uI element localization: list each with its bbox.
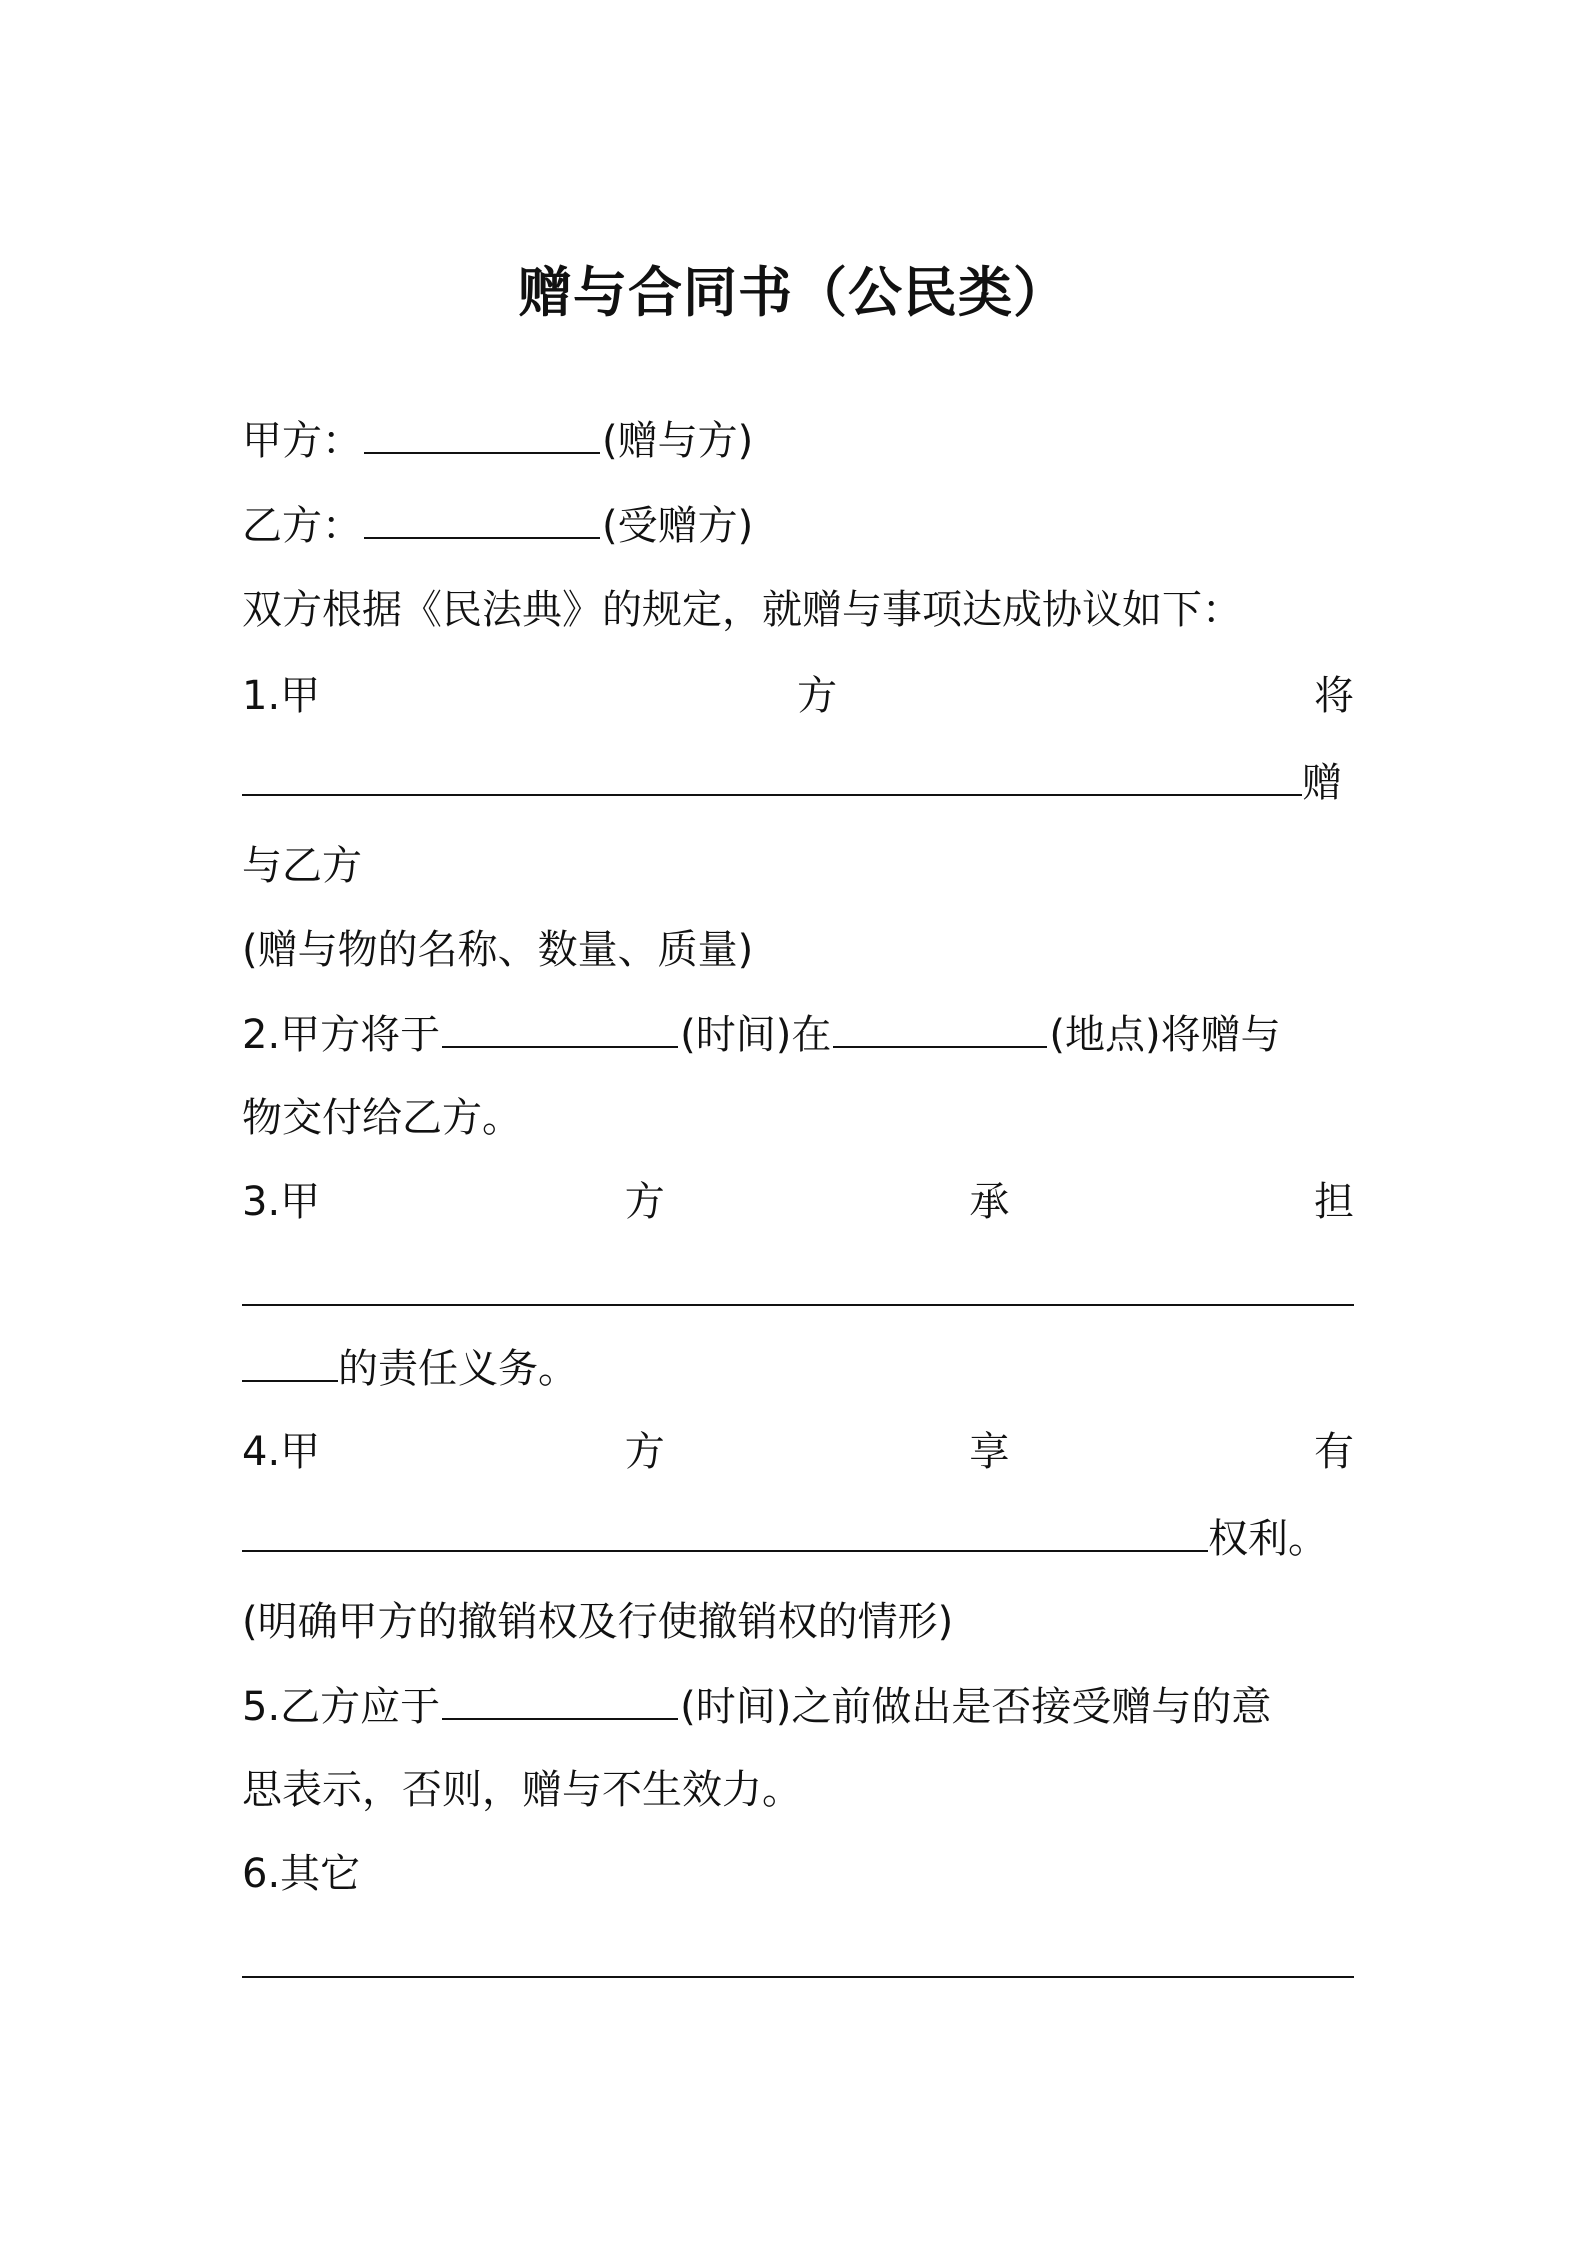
clause-3-short-blank (242, 1340, 338, 1382)
party-b-role: (受赠方) (602, 503, 754, 549)
clause-5-cont: 思表示，否则，赠与不生效力。 (242, 1767, 802, 1813)
clause-5-rest: (时间)之前做出是否接受赠与的意 (680, 1684, 1272, 1730)
clause-6-blank (242, 1976, 1354, 1978)
clause-2-prefix: 2.甲方将于 (242, 1012, 441, 1058)
clause-6-label: 6.其它 (242, 1851, 361, 1897)
clause-1-note: (赠与物的名称、数量、质量) (242, 927, 754, 973)
clause-1-cont: 与乙方 (242, 843, 362, 889)
clause-2-line (242, 1006, 1354, 1063)
clause-2-time: (时间)在 (680, 1012, 832, 1058)
party-b-label: 乙方： (242, 503, 362, 549)
clause-2-place-blank (833, 1006, 1047, 1048)
clause-4-blank-line (242, 1510, 1354, 1567)
clause-5-time-blank (442, 1678, 678, 1720)
clause-3-word: 3.甲 (242, 1179, 321, 1225)
party-a-blank (364, 412, 600, 454)
clause-4-tail: 权利。 (1208, 1516, 1328, 1562)
clause-3-tail-line (242, 1340, 1354, 1397)
clause-1-word: 将 (1313, 673, 1354, 719)
clause-1-blank-line (242, 754, 1354, 811)
clause-5-prefix: 5.乙方应于 (242, 1684, 441, 1730)
clause-1-line (242, 668, 1354, 724)
party-a-role: (赠与方) (602, 418, 754, 464)
clause-1-tail: 赠 (1302, 760, 1342, 806)
clause-4-word: 享 (969, 1429, 1010, 1475)
clause-4-blank (242, 1510, 1208, 1552)
clause-4-line (242, 1424, 1354, 1480)
clause-2-time-blank (442, 1006, 678, 1048)
clause-4-word: 4.甲 (242, 1429, 321, 1475)
party-b-blank (364, 497, 600, 539)
intro-text: 双方根据《民法典》的规定，就赠与事项达成协议如下： (242, 587, 1242, 633)
clause-1-word: 1.甲 (242, 673, 321, 719)
document-title: 赠与合同书（公民类） (518, 261, 1068, 324)
clause-3-line (242, 1174, 1354, 1230)
party-b-line (242, 497, 1354, 554)
party-a-label: 甲方： (242, 418, 362, 464)
clause-1-word: 方 (797, 673, 838, 719)
clause-5-line (242, 1678, 1354, 1735)
clause-3-blank (242, 1304, 1354, 1306)
clause-2-place: (地点)将赠与 (1049, 1012, 1281, 1058)
clause-2-cont: 物交付给乙方。 (242, 1095, 522, 1141)
clause-4-word: 方 (624, 1429, 665, 1475)
clause-3-word: 方 (624, 1179, 665, 1225)
clause-4-note: (明确甲方的撤销权及行使撤销权的情形) (242, 1599, 954, 1645)
clause-3-word: 担 (1314, 1179, 1354, 1225)
clause-3-word: 承 (969, 1179, 1010, 1225)
party-a-line (242, 412, 1354, 469)
clause-3-tail: 的责任义务。 (338, 1346, 578, 1392)
clause-4-word: 有 (1314, 1429, 1354, 1475)
clause-1-blank (242, 754, 1302, 796)
